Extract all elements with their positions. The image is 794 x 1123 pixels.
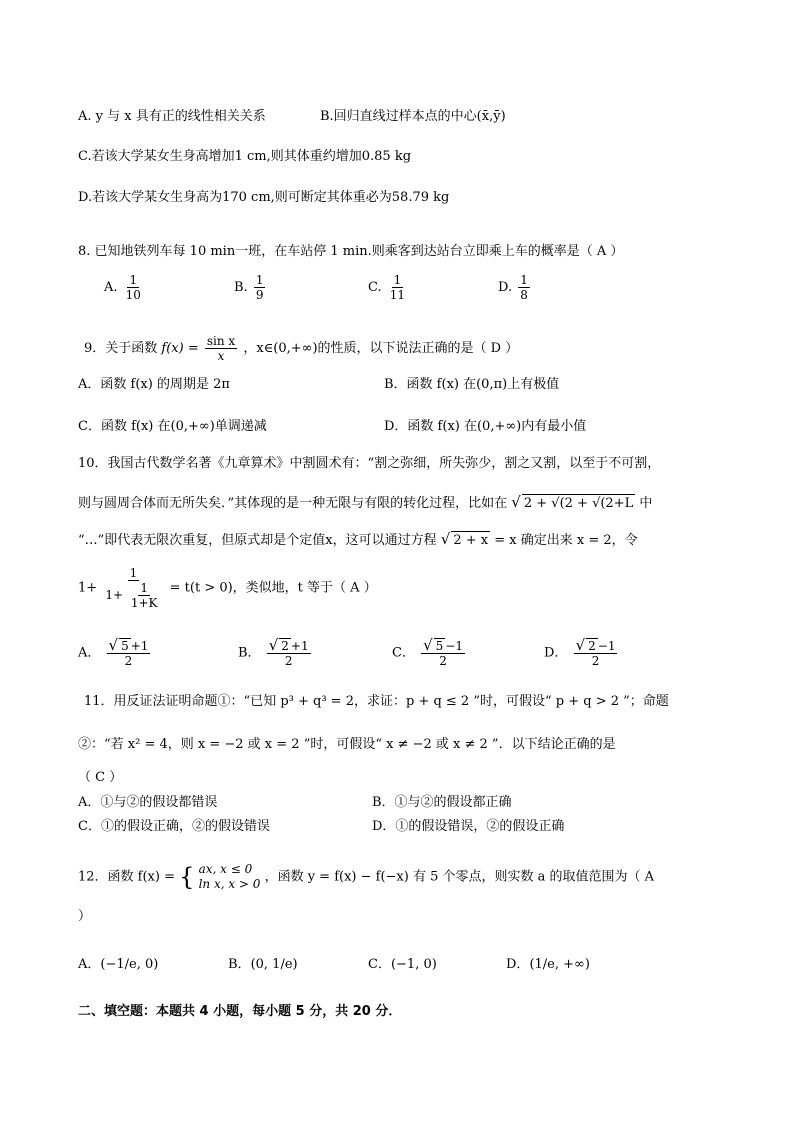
q9-stem: [84, 334, 518, 363]
q9-fraction: [205, 334, 237, 363]
q8-option-d-den: 8: [520, 288, 528, 302]
q10-option-a-sign: +1: [130, 639, 149, 653]
q10-option-c-radicand: 5: [435, 639, 444, 653]
q9-option-d: D．函数 f(x) 在(0,+∞)内有最小值: [384, 419, 587, 434]
q10-option-b: [238, 638, 313, 668]
q12-option-d-label: D．: [506, 957, 530, 972]
q12-piecewise: [199, 862, 261, 892]
q10-option-c: [392, 638, 467, 668]
q10-line1: 10．我国古代数学名著《九章算术》中割圆术有：“割之弥细，所失弥少，割之又割，以至于不可割，: [78, 456, 661, 471]
q12-option-a-text: (−1/e, 0): [100, 957, 159, 972]
q11-option-c: C．①的假设正确，②的假设错误: [78, 819, 270, 834]
q8-option-c-num: 1: [393, 273, 402, 287]
q10-cf-inner-fraction: [129, 581, 160, 610]
q10-line2-post: 中: [639, 496, 653, 511]
q8-option-b-fraction: [254, 273, 266, 302]
q9-function: f(x) =: [161, 341, 199, 356]
q10-option-d-den: 2: [591, 654, 600, 668]
q9-stem-pre: 9．关于函数: [84, 341, 158, 356]
q10-option-a-label: A．: [78, 645, 101, 661]
q10-option-a-fraction: [107, 638, 151, 668]
q11-option-d: D．①的假设错误，②的假设正确: [372, 819, 565, 834]
q7-option-a: A. y 与 x 具有正的线性相关关系: [78, 109, 266, 124]
q12-stem-close: ）: [78, 909, 92, 924]
q8-option-b-label: B.: [234, 280, 248, 295]
q9-frac-num: sin x: [206, 334, 236, 348]
q8-option-a-num: 1: [129, 273, 138, 287]
q12-stem: [78, 862, 654, 892]
q12-option-b: [228, 956, 298, 974]
q10-cf-den: [103, 581, 163, 610]
q9-option-c: C．函数 f(x) 在(0,+∞)单调递减: [78, 419, 267, 434]
sqrt-symbol-icon: √: [268, 636, 279, 654]
q10-option-b-den: 2: [284, 654, 293, 668]
q10-cf-lead: 1+: [78, 580, 98, 596]
q12-option-c-label: C．: [368, 957, 391, 972]
sqrt-symbol-icon: √: [511, 493, 521, 511]
q10-option-c-fraction: [421, 638, 465, 668]
q8-stem: 8. 已知地铁列车每 10 min一班，在车站停 1 min.则乘客到达站台立即乘上车的概率是（ A ）: [78, 244, 624, 259]
q11-line3: （ C ）: [78, 770, 123, 785]
q10-option-a-num: [107, 638, 151, 654]
q7-option-b: B.回归直线过样本点的中心(x̄,ȳ): [320, 109, 506, 124]
q12-option-d: [506, 956, 590, 974]
q10-line4: [78, 566, 377, 610]
q10-option-d-label: D．: [544, 645, 568, 661]
q8-option-a-label: A.: [104, 280, 118, 295]
q10-option-c-label: C．: [392, 645, 415, 661]
q10-line2-pre: 则与圆周合体而无所失矣．”其体现的是一种无限与有限的转化过程，比如在: [78, 496, 508, 511]
q8-option-c-den: 11: [389, 288, 406, 302]
q9-option-a: A．函数 f(x) 的周期是 2π: [78, 377, 230, 392]
q11-line1: 11．用反证法证明命题①：“已知 p³ + q³ = 2，求证：p + q ≤ 2 ”时，可假设“ p + q > 2 ”；命题: [84, 694, 669, 709]
q11-option-a: A．①与②的假设都错误: [78, 795, 218, 810]
q8-option-d: [498, 273, 532, 302]
q10-option-b-fraction: [267, 638, 311, 668]
q10-option-b-radicand: 2: [281, 639, 289, 653]
q10-cf-inner-num: 1: [140, 581, 148, 595]
q8-option-b-num: 1: [255, 273, 264, 287]
q12-option-c: [368, 956, 437, 974]
q12-case-1: ax, x ≤ 0: [198, 862, 253, 876]
q7-option-d: D.若该大学某女生身高为170 cm,则可断定其体重必为58.79 kg: [78, 190, 450, 205]
q7-option-c: C.若该大学某女生身高增加1 cm,则其体重约增加0.85 kg: [78, 149, 412, 164]
q10-option-b-label: B．: [238, 645, 261, 661]
q10-line2: [78, 493, 652, 513]
q10-option-b-sign: +1: [290, 639, 309, 653]
q12-stem-post: ，函数 y = f(x) − f(−x) 有 5 个零点，则实数 a 的取值范围为（ A: [264, 869, 655, 885]
q10-cf-inner-lead: 1+: [105, 588, 124, 602]
brace-icon: {: [179, 863, 195, 891]
q12-case-2: ln x, x > 0: [198, 877, 261, 891]
sqrt-symbol-icon: √: [108, 636, 119, 654]
q9-stem-post: ，x∈(0,+∞)的性质，以下说法正确的是（ D ）: [243, 341, 519, 356]
q8-option-d-num: 1: [520, 273, 528, 287]
sqrt-symbol-icon: √: [440, 530, 451, 548]
q8-option-c-label: C.: [368, 280, 382, 295]
q10-option-a-den: 2: [124, 654, 133, 668]
q10-option-d-num: [574, 638, 618, 654]
q10-cf-num: 1: [129, 566, 138, 580]
q10-cf-inner-den: 1+K: [130, 596, 158, 610]
q8-option-b: [234, 273, 267, 302]
q8-option-a-fraction: [124, 273, 143, 302]
q9-frac-den: x: [217, 349, 225, 363]
q8-option-d-label: D.: [498, 280, 513, 295]
q8-option-d-fraction: [518, 273, 530, 302]
q8-option-a: [104, 273, 145, 302]
q8-option-c-fraction: [388, 273, 407, 302]
q9-option-b: B．函数 f(x) 在(0,π)上有极值: [384, 377, 560, 392]
q10-option-a: [78, 638, 152, 668]
q10-option-c-num: [421, 638, 465, 654]
q10-line3-post: = x 确定出来 x = 2，令: [494, 533, 638, 548]
sqrt-symbol-icon: √: [423, 636, 433, 654]
q8-option-c: [368, 273, 409, 302]
q12-option-b-text: (0, 1/e): [250, 957, 298, 972]
q10-equation-radical: 2 + x: [453, 533, 489, 548]
q11-line2: ②：“若 x² = 4，则 x = −2 或 x = 2 ”时，可假设“ x ≠ −2 或 x ≠ 2 ”．以下结论正确的是: [78, 737, 616, 752]
q10-option-c-sign: −1: [445, 639, 463, 653]
q10-option-b-num: [267, 638, 311, 654]
q10-continued-fraction: [103, 566, 163, 610]
q12-option-b-label: B．: [228, 957, 251, 972]
q12-option-a-label: A．: [78, 957, 101, 972]
q8-option-a-den: 10: [125, 288, 141, 302]
q10-option-d-radicand: 2: [588, 639, 596, 653]
q10-line4-post: = t(t > 0)，类似地，t 等于（ A ）: [169, 580, 377, 596]
q12-option-a: [78, 956, 158, 974]
q10-option-c-den: 2: [439, 654, 447, 668]
section-title: 二、填空题：本题共 4 小题，每小题 5 分，共 20 分．: [78, 1004, 402, 1019]
q12-option-d-text: (1/e, +∞): [529, 957, 590, 972]
q10-line3-pre: “…”即代表无限次重复，但原式却是个定值x，这可以通过方程: [78, 533, 437, 548]
sqrt-symbol-icon: √: [575, 636, 586, 654]
q8-option-b-den: 9: [255, 288, 264, 302]
q10-nested-radical: 2 + √(2 + √(2+L: [523, 496, 634, 511]
q12-stem-pre: 12．函数 f(x) =: [78, 869, 175, 885]
q11-option-b: B．①与②的假设都正确: [372, 795, 512, 810]
q10-option-a-radicand: 5: [121, 639, 129, 653]
q10-option-d-sign: −1: [597, 639, 616, 653]
q10-line3: [78, 530, 638, 550]
q10-option-d: [544, 638, 619, 668]
q12-option-c-text: (−1, 0): [390, 957, 437, 972]
q10-option-d-fraction: [574, 638, 618, 668]
